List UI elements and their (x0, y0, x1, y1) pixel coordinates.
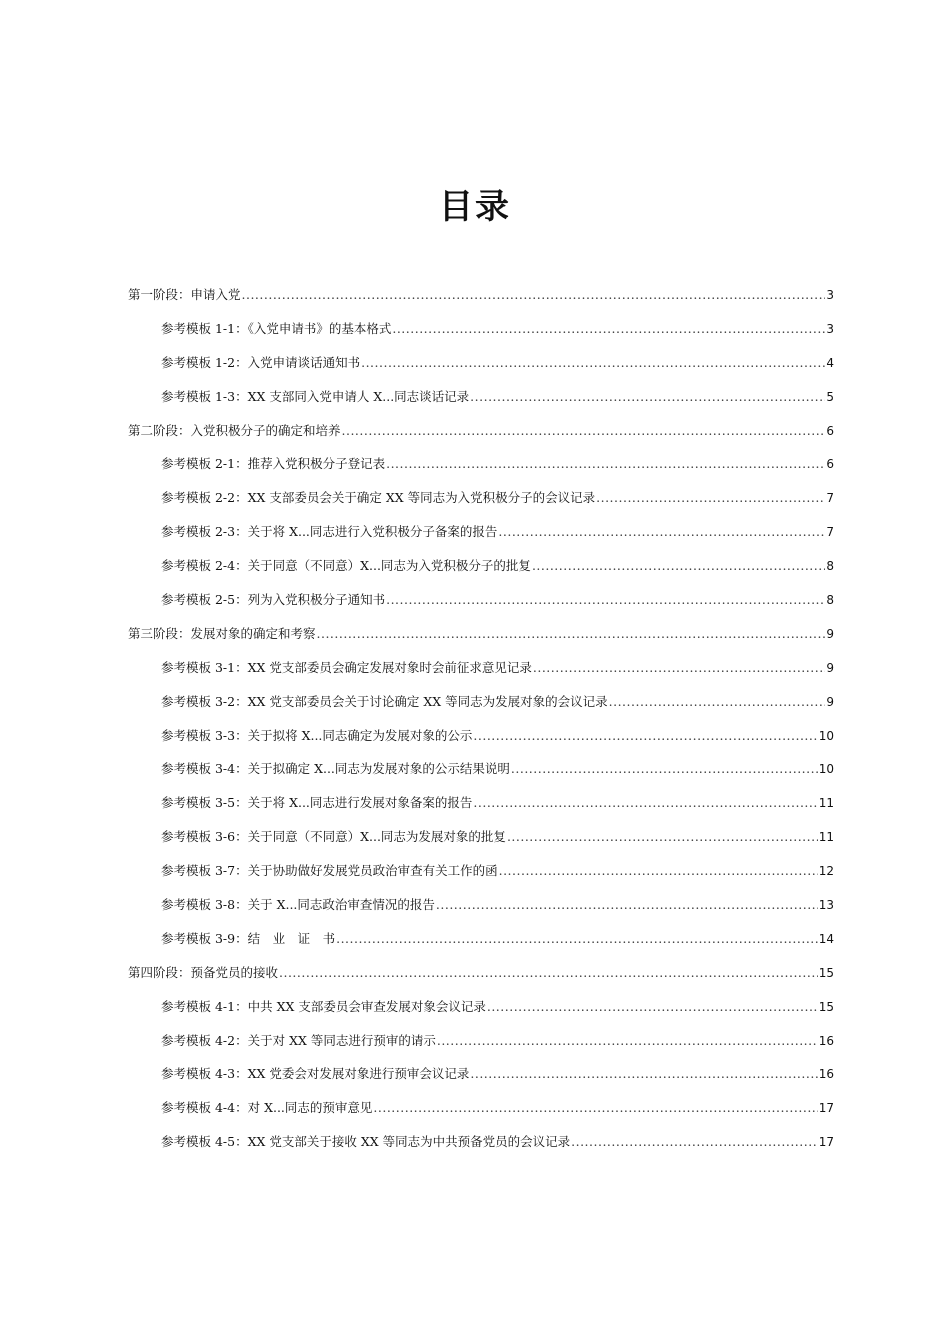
toc-entry-template[interactable] (128, 651, 834, 685)
toc-entry-text: 参考模板 4-4：对 X...同志的预审意见 (161, 1100, 373, 1116)
toc-dot-leader (596, 481, 825, 515)
toc-entry-template[interactable] (128, 685, 834, 719)
toc-page-number: 17 (818, 1135, 834, 1150)
toc-list (128, 278, 834, 1159)
toc-dot-leader (317, 617, 826, 651)
toc-entry-text: 参考模板 3-5：关于将 X...同志进行发展对象备案的报告 (161, 795, 473, 811)
toc-entry-section[interactable] (128, 414, 834, 448)
toc-dot-leader (532, 549, 825, 583)
toc-entry-template[interactable] (128, 346, 834, 380)
toc-page-number: 15 (818, 999, 834, 1014)
toc-dot-leader (609, 685, 826, 719)
toc-page-number: 16 (818, 1033, 834, 1048)
toc-entry-template[interactable] (128, 990, 834, 1024)
toc-title: 目录 (439, 187, 511, 227)
toc-page-number: 11 (818, 830, 834, 845)
toc-page-number: 9 (826, 660, 834, 675)
toc-dot-leader (487, 990, 818, 1024)
toc-entry-text: 参考模板 4-5：XX 党支部关于接收 XX 等同志为中共预备党员的会议记录 (161, 1134, 571, 1150)
toc-entry-template[interactable] (128, 888, 834, 922)
toc-entry-text: 参考模板 2-3：关于将 X...同志进行入党积极分子备案的报告 (161, 524, 498, 540)
toc-dot-leader (473, 719, 817, 753)
toc-entry-template[interactable] (128, 583, 834, 617)
toc-dot-leader (437, 1024, 818, 1058)
toc-page-number: 17 (818, 1101, 834, 1116)
toc-page-number: 6 (826, 457, 834, 472)
toc-dot-leader (498, 515, 825, 549)
toc-page-number: 15 (818, 965, 834, 980)
toc-page-number: 8 (826, 593, 834, 608)
toc-dot-leader (499, 854, 818, 888)
toc-entry-template[interactable] (128, 312, 834, 346)
toc-entry-template[interactable] (128, 1057, 834, 1091)
toc-entry-template[interactable] (128, 1024, 834, 1058)
toc-page-number: 9 (826, 694, 834, 709)
toc-entry-template[interactable] (128, 447, 834, 481)
toc-page-number: 8 (826, 559, 834, 574)
toc-dot-leader (511, 752, 818, 786)
toc-entry-text: 参考模板 2-1：推荐入党积极分子登记表 (161, 456, 386, 472)
toc-page-number: 9 (826, 626, 834, 641)
toc-dot-leader (571, 1125, 818, 1159)
toc-page-number: 3 (826, 288, 834, 302)
toc-page-number: 16 (818, 1067, 834, 1082)
toc-entry-text: 参考模板 3-7：关于协助做好发展党员政治审查有关工作的函 (161, 863, 498, 879)
toc-page-number: 3 (826, 321, 834, 336)
toc-dot-leader (470, 380, 825, 414)
toc-entry-text: 参考模板 1-1：《入党申请书》的基本格式 (161, 320, 392, 336)
toc-dot-leader (386, 447, 825, 481)
toc-entry-template[interactable] (128, 549, 834, 583)
toc-entry-text: 参考模板 3-2：XX 党支部委员会关于讨论确定 XX 等同志为发展对象的会议记录 (161, 693, 608, 709)
toc-entry-text: 参考模板 2-5：列为入党积极分子通知书 (161, 592, 386, 608)
toc-dot-leader (470, 1057, 817, 1091)
toc-page-number: 5 (826, 389, 834, 404)
toc-dot-leader (336, 922, 818, 956)
toc-entry-section[interactable] (128, 956, 834, 990)
toc-entry-text: 参考模板 4-3：XX 党委会对发展对象进行预审会议记录 (161, 1066, 470, 1082)
toc-entry-template[interactable] (128, 786, 834, 820)
toc-entry-text: 第四阶段：预备党员的接收 (128, 964, 279, 980)
toc-entry-text: 参考模板 3-6：关于同意（不同意）X...同志为发展对象的批复 (161, 829, 506, 845)
toc-dot-leader (242, 278, 826, 312)
toc-page-number: 7 (826, 525, 834, 540)
toc-entry-text: 参考模板 3-3：关于拟将 X...同志确定为发展对象的公示 (161, 727, 473, 743)
toc-dot-leader (533, 651, 825, 685)
toc-page-number: 10 (818, 728, 834, 743)
toc-page-number: 12 (818, 864, 834, 879)
toc-entry-text: 第三阶段：发展对象的确定和考察 (128, 625, 316, 641)
toc-entry-text: 参考模板 3-8：关于 X...同志政治审查情况的报告 (161, 897, 435, 913)
toc-entry-section[interactable] (128, 617, 834, 651)
toc-dot-leader (373, 1091, 817, 1125)
toc-dot-leader (279, 956, 818, 990)
toc-page-number: 6 (826, 423, 834, 438)
toc-entry-text: 参考模板 3-1：XX 党支部委员会确定发展对象时会前征求意见记录 (161, 659, 532, 675)
toc-entry-template[interactable] (128, 719, 834, 753)
toc-page-number: 10 (818, 762, 834, 777)
toc-entry-text: 参考模板 4-1：中共 XX 支部委员会审查发展对象会议记录 (161, 998, 486, 1014)
toc-entry-text: 参考模板 3-9：结 业 证 书 (161, 930, 336, 946)
toc-entry-text: 参考模板 2-2：XX 支部委员会关于确定 XX 等同志为入党积极分子的会议记录 (161, 490, 596, 506)
toc-page-number: 13 (818, 898, 834, 913)
toc-entry-text: 参考模板 1-2：入党申请谈话通知书 (161, 354, 361, 370)
toc-dot-leader (361, 346, 825, 380)
toc-page-number: 14 (818, 931, 834, 946)
toc-entry-text: 参考模板 4-2：关于对 XX 等同志进行预审的请示 (161, 1032, 436, 1048)
toc-page-number: 7 (826, 491, 834, 506)
toc-entry-template[interactable] (128, 380, 834, 414)
toc-entry-text: 参考模板 1-3：XX 支部同入党申请人 X...同志谈话记录 (161, 388, 470, 404)
toc-entry-template[interactable] (128, 820, 834, 854)
toc-dot-leader (386, 583, 825, 617)
toc-dot-leader (436, 888, 818, 922)
toc-entry-text: 第一阶段：申请入党 (128, 287, 241, 302)
toc-entry-section[interactable] (128, 278, 834, 312)
toc-entry-template[interactable] (128, 515, 834, 549)
toc-entry-template[interactable] (128, 854, 834, 888)
toc-dot-leader (473, 786, 817, 820)
toc-entry-text: 参考模板 3-4：关于拟确定 X...同志为发展对象的公示结果说明 (161, 761, 510, 777)
toc-entry-template[interactable] (128, 752, 834, 786)
toc-dot-leader (342, 414, 826, 448)
toc-page-number: 4 (826, 355, 834, 370)
toc-entry-template[interactable] (128, 481, 834, 515)
toc-entry-text: 第二阶段：入党积极分子的确定和培养 (128, 422, 341, 438)
toc-entry-template[interactable] (128, 1125, 834, 1159)
toc-entry-template[interactable] (128, 922, 834, 956)
toc-dot-leader (392, 312, 825, 346)
toc-entry-template[interactable] (128, 1091, 834, 1125)
toc-page-number: 11 (818, 796, 834, 811)
toc-dot-leader (507, 820, 818, 854)
toc-entry-text: 参考模板 2-4：关于同意（不同意）X...同志为入党积极分子的批复 (161, 558, 531, 574)
